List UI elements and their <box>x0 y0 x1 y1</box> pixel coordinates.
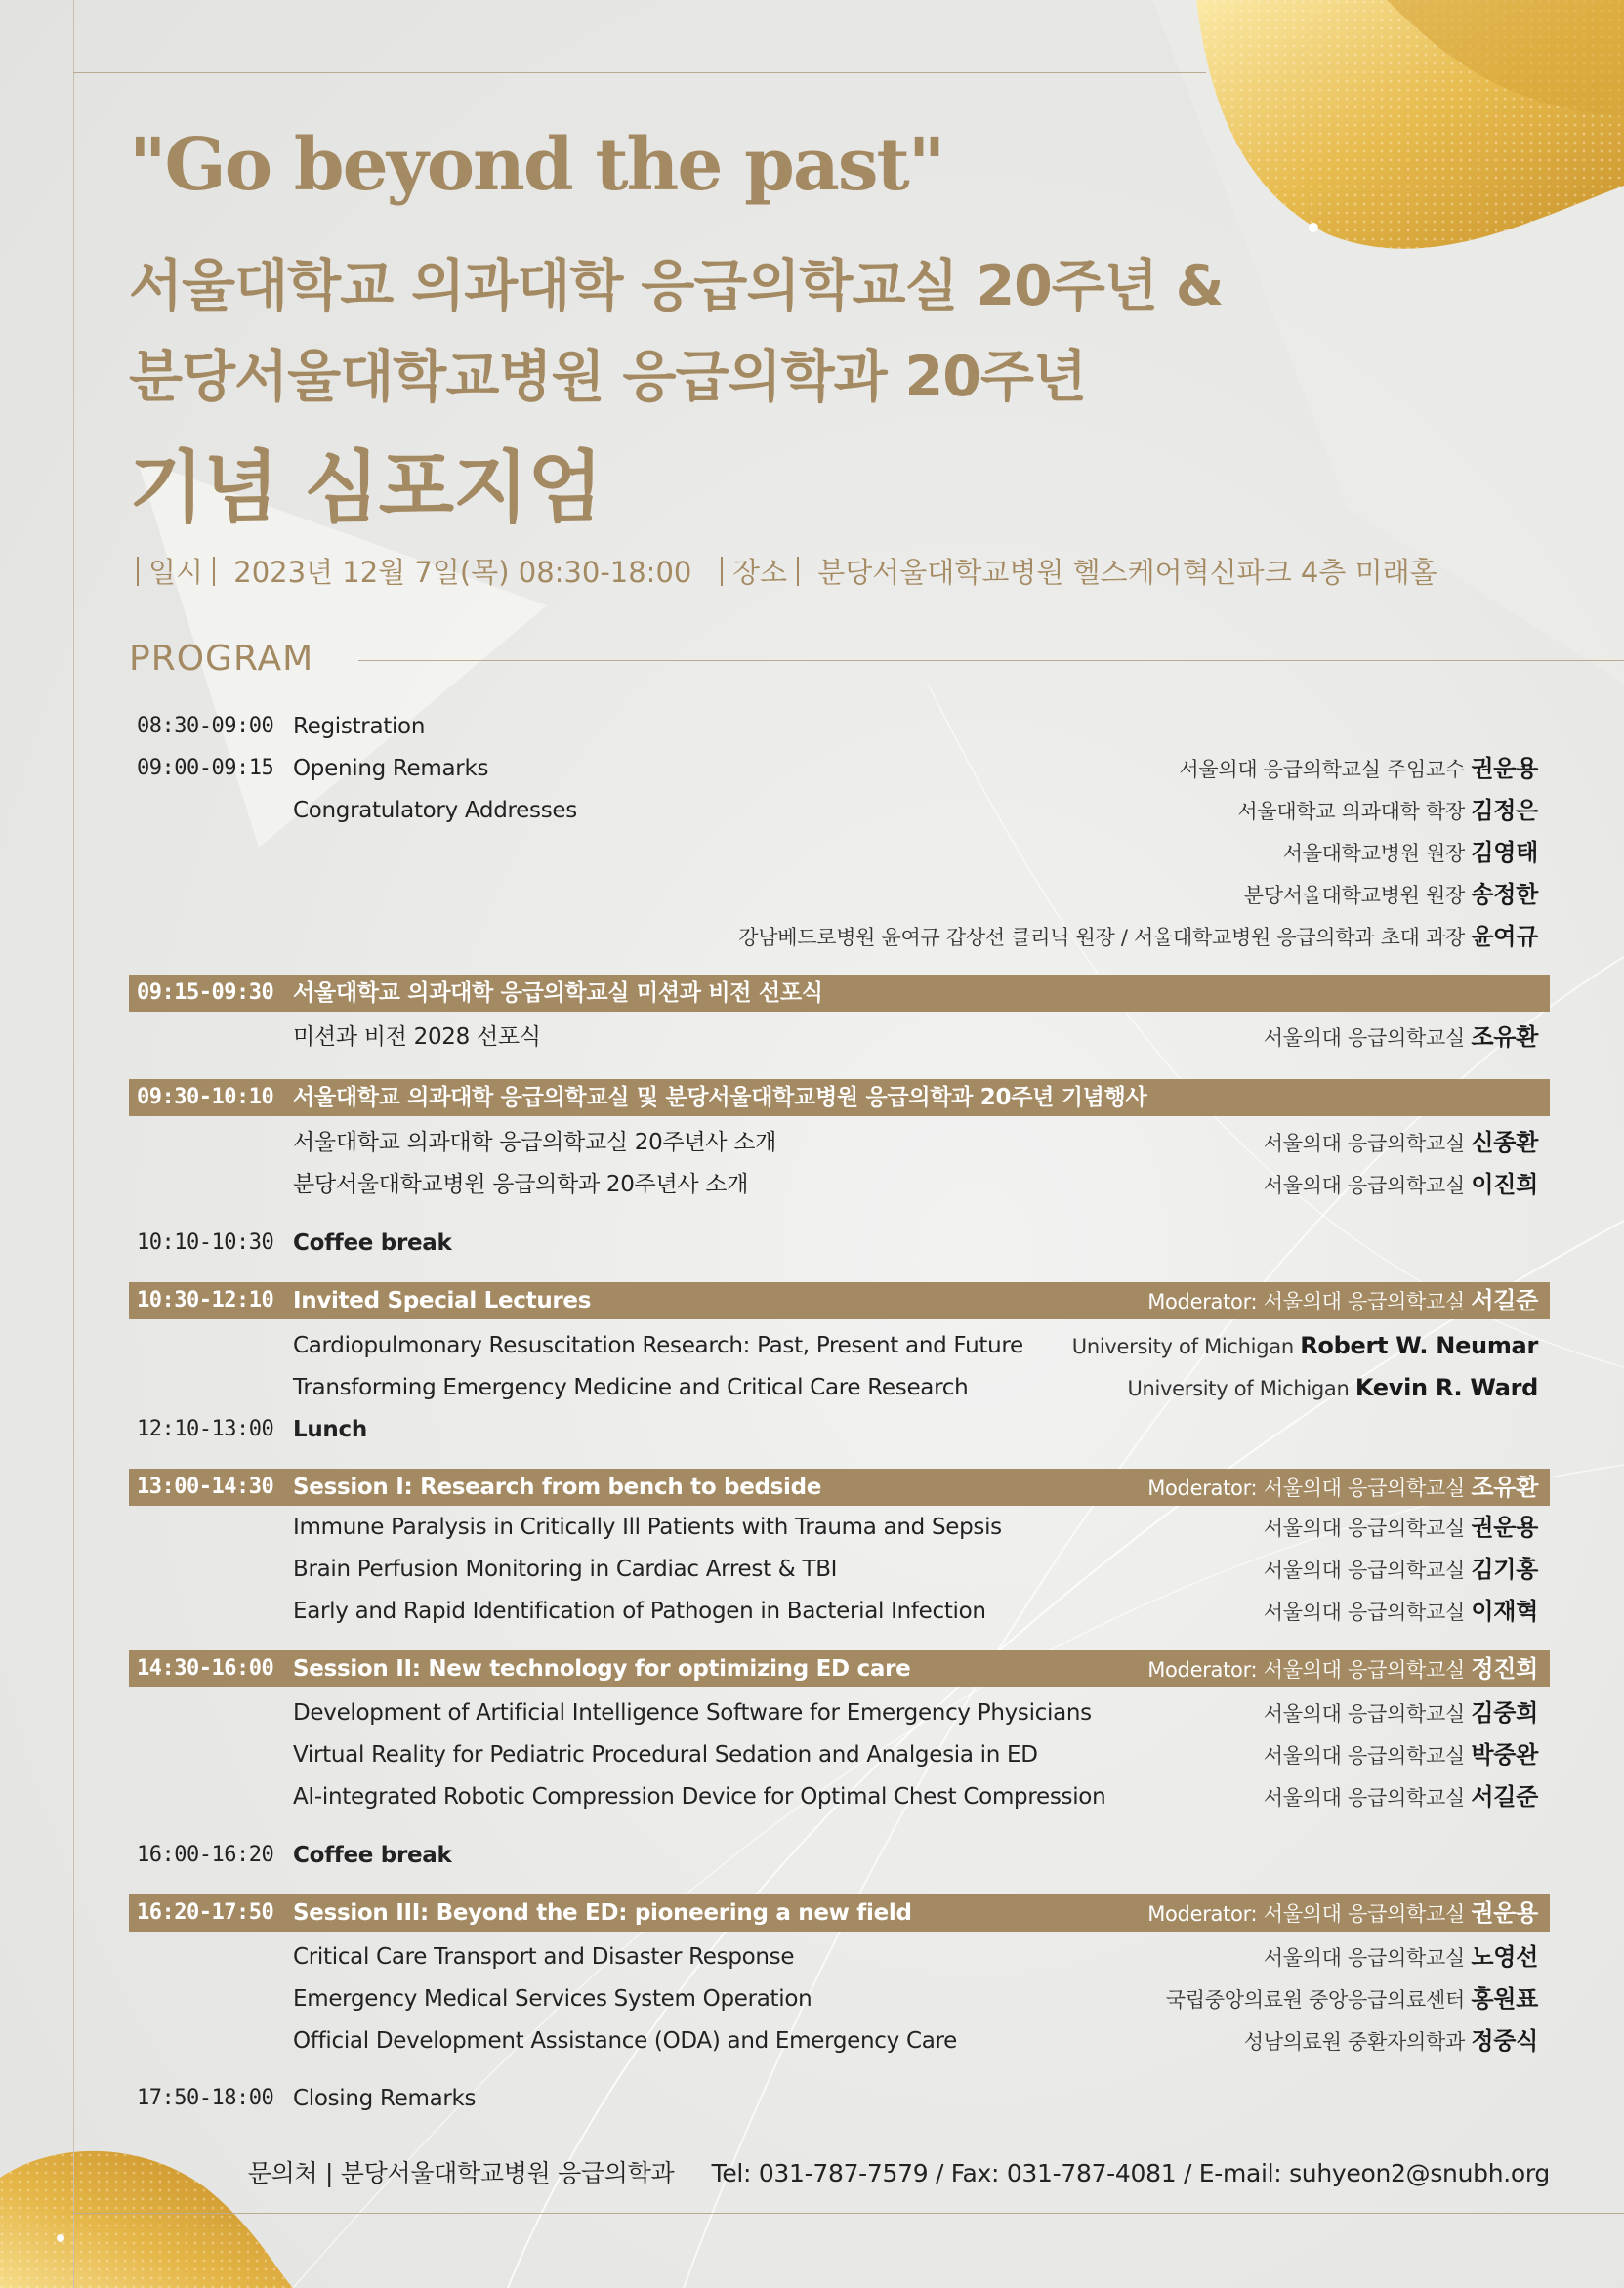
program-speaker <box>1072 1328 1538 1364</box>
program-title: Transforming Emergency Medicine and Critical Care Research <box>293 1375 969 1400</box>
speaker-affiliation: 분당서울대학교병원 원장 <box>1243 884 1465 907</box>
title-line-3: 기념 심포지엄 <box>129 442 603 533</box>
place-label: 장소 <box>732 556 788 589</box>
program-session-bar <box>129 975 1550 1012</box>
place-value: 분당서울대학교병원 헬스케어혁신파크 4층 미래홀 <box>817 556 1437 589</box>
speaker-affiliation: 서울의대 응급의학교실 주임교수 <box>1179 758 1465 781</box>
speaker-name: 권운용 <box>1471 1899 1538 1927</box>
program-time: 08:30-09:00 <box>137 714 274 738</box>
program-row <box>129 1370 1550 1405</box>
program-speaker <box>1244 2023 1538 2059</box>
program-row <box>129 751 1550 786</box>
program-title: 서울대학교 의과대학 응급의학교실 20주년사 소개 <box>293 1130 777 1155</box>
program-row <box>129 709 1550 744</box>
speaker-affiliation: 서울의대 응급의학교실 <box>1263 1517 1465 1540</box>
speaker-affiliation: 국립중앙의료원 중앙응급의료센터 <box>1165 1988 1465 2012</box>
program-row <box>129 1737 1550 1772</box>
frame-top-line <box>73 72 1206 73</box>
program-row <box>129 2023 1550 2059</box>
frame-left-line <box>73 0 74 2288</box>
program-time: 09:00-09:15 <box>137 756 274 780</box>
program-time: 16:20-17:50 <box>137 1900 274 1925</box>
program-session-bar <box>129 1650 1550 1687</box>
program-title: AI-integrated Robotic Compression Device for Optimal Chest Compression <box>293 1784 1106 1810</box>
program-speaker <box>1283 835 1538 871</box>
program-time: 09:15-09:30 <box>137 980 274 1005</box>
speaker-affiliation: Moderator: 서울의대 응급의학교실 <box>1147 1290 1465 1313</box>
program-row <box>129 1981 1550 2017</box>
program-row <box>129 1226 1550 1261</box>
speaker-affiliation: Moderator: 서울의대 응급의학교실 <box>1147 1477 1465 1500</box>
program-row <box>129 793 1550 828</box>
program-title: 분당서울대학교병원 응급의학과 20주년사 소개 <box>293 1172 749 1197</box>
program-speaker <box>1264 1779 1538 1815</box>
contact-info: Tel: 031-787-7579 / Fax: 031-787-4081 / E-mail: suhyeon2@snubh.org <box>711 2159 1550 2187</box>
program-speaker <box>1264 1737 1538 1773</box>
program-time: 12:10-13:00 <box>137 1417 274 1441</box>
program-row <box>129 1838 1550 1873</box>
speaker-name: 홍원표 <box>1471 1985 1538 2013</box>
program-row <box>129 877 1550 912</box>
program-time: 17:50-18:00 <box>137 2086 274 2110</box>
program-title: Congratulatory Addresses <box>293 798 577 823</box>
tagline-quote: "Go beyond the past" <box>129 123 944 207</box>
program-title: Closing Remarks <box>293 2086 477 2111</box>
speaker-name: 박중완 <box>1471 1741 1538 1768</box>
speaker-name: 조유환 <box>1471 1474 1538 1501</box>
footer-contact: 문의처 | 분당서울대학교병원 응급의학과 Tel: 031-787-7579 / Fax: 031-787-4081 / E-mail: suhyeon2@snubh.org <box>247 2159 1550 2187</box>
program-row <box>129 919 1550 954</box>
program-session-bar <box>129 1282 1550 1319</box>
program-speaker <box>1127 1370 1538 1406</box>
speaker-affiliation: 서울의대 응급의학교실 <box>1263 1946 1465 1970</box>
frame-bottom-line <box>73 2213 1624 2214</box>
program-speaker <box>1166 1981 1538 2018</box>
speaker-affiliation: 서울의대 응급의학교실 <box>1263 1559 1465 1582</box>
program-speaker <box>1264 1125 1538 1161</box>
program-time: 10:10-10:30 <box>137 1230 274 1255</box>
speaker-name: Kevin R. Ward <box>1354 1374 1538 1401</box>
speaker-name: 정진희 <box>1471 1655 1538 1683</box>
program-row <box>129 2081 1550 2116</box>
program-title: 미션과 비전 2028 선포식 <box>293 1024 541 1050</box>
program-title: Coffee break <box>293 1843 452 1868</box>
program-row <box>129 1552 1550 1587</box>
speaker-affiliation: University of Michigan <box>1071 1335 1294 1358</box>
speaker-name: 노영선 <box>1471 1943 1538 1971</box>
program-row <box>129 1167 1550 1202</box>
program-speaker <box>1264 1939 1538 1976</box>
program-title: Development of Artificial Intelligence Software for Emergency Physicians <box>293 1700 1092 1726</box>
speaker-name: 김정은 <box>1471 797 1538 824</box>
speaker-name: 조유환 <box>1471 1023 1538 1051</box>
program-speaker <box>1264 1019 1538 1056</box>
program-row <box>129 1939 1550 1975</box>
speaker-name: 신종환 <box>1471 1129 1538 1156</box>
program-speaker <box>1264 1167 1538 1203</box>
speaker-affiliation: 서울의대 응급의학교실 <box>1263 1744 1465 1768</box>
program-heading: PROGRAM <box>129 639 314 679</box>
program-session-bar <box>129 1079 1550 1116</box>
program-title: Official Development Assistance (ODA) and Emergency Care <box>293 2028 958 2054</box>
speaker-name: 이진희 <box>1471 1171 1538 1198</box>
speaker-affiliation: 서울대학교병원 원장 <box>1282 842 1465 865</box>
speaker-affiliation: 서울의대 응급의학교실 <box>1263 1702 1465 1726</box>
program-title: Early and Rapid Identification of Pathogen in Bacterial Infection <box>293 1599 986 1624</box>
speaker-name: 정중식 <box>1471 2027 1538 2055</box>
program-title: Lunch <box>293 1417 367 1442</box>
speaker-name: 윤여규 <box>1471 923 1538 950</box>
program-title: Critical Care Transport and Disaster Response <box>293 1944 795 1970</box>
program-title: Session II: New technology for optimizing ED care <box>293 1656 911 1682</box>
speaker-name: 서길준 <box>1471 1287 1538 1314</box>
event-date <box>127 551 691 591</box>
program-time: 16:00-16:20 <box>137 1843 274 1867</box>
speaker-name: 이재혁 <box>1471 1598 1538 1625</box>
title-line-1: 서울대학교 의과대학 응급의학교실 20주년 & <box>129 254 1224 318</box>
speaker-name: 권운용 <box>1471 755 1538 782</box>
program-speaker <box>738 919 1538 955</box>
speaker-affiliation: 서울대학교 의과대학 학장 <box>1237 800 1465 823</box>
program-title: 서울대학교 의과대학 응급의학교실 미션과 비전 선포식 <box>293 980 823 1006</box>
program-title: Brain Perfusion Monitoring in Cardiac Arrest & TBI <box>293 1557 838 1582</box>
program-row <box>129 1125 1550 1160</box>
program-speaker <box>1147 1469 1538 1507</box>
program-row <box>129 1594 1550 1629</box>
program-title: Virtual Reality for Pediatric Procedural Sedation and Analgesia in ED <box>293 1742 1038 1768</box>
speaker-affiliation: 서울의대 응급의학교실 <box>1263 1786 1465 1810</box>
speaker-name: 김영태 <box>1471 839 1538 866</box>
speaker-name: 김기홍 <box>1471 1556 1538 1583</box>
program-title: Session I: Research from bench to bedside <box>293 1475 822 1500</box>
speaker-affiliation: 서울의대 응급의학교실 <box>1263 1174 1465 1197</box>
program-time: 14:30-16:00 <box>137 1656 274 1681</box>
program-title: Coffee break <box>293 1230 452 1256</box>
speaker-name: 김중희 <box>1471 1699 1538 1726</box>
speaker-affiliation: University of Michigan <box>1127 1377 1350 1400</box>
contact-label: 문의처 <box>247 2159 318 2187</box>
program-speaker <box>1244 877 1538 913</box>
program-speaker <box>1237 793 1538 829</box>
program-row <box>129 1510 1550 1545</box>
program-title: Registration <box>293 714 426 739</box>
program-title: Immune Paralysis in Critically Ill Patients with Trauma and Sepsis <box>293 1515 1002 1540</box>
speaker-affiliation: Moderator: 서울의대 응급의학교실 <box>1147 1902 1465 1926</box>
contact-department: 분당서울대학교병원 응급의학과 <box>340 2159 675 2187</box>
speaker-affiliation: 서울의대 응급의학교실 <box>1263 1026 1465 1050</box>
speaker-affiliation: 서울의대 응급의학교실 <box>1263 1132 1465 1155</box>
program-title: Opening Remarks <box>293 756 489 781</box>
program-title: 서울대학교 의과대학 응급의학교실 및 분당서울대학교병원 응급의학과 20주년 기념행사 <box>293 1085 1147 1110</box>
date-value: 2023년 12월 7일(목) 08:30-18:00 <box>233 556 692 589</box>
program-title: Invited Special Lectures <box>293 1288 592 1313</box>
speaker-affiliation: 서울의대 응급의학교실 <box>1263 1601 1465 1624</box>
speaker-affiliation: 성남의료원 중환자의학과 <box>1243 2030 1465 2054</box>
title-line-2: 분당서울대학교병원 응급의학과 20주년 <box>129 345 1087 409</box>
program-row <box>129 1412 1550 1447</box>
program-speaker <box>1147 1650 1538 1688</box>
program-time: 09:30-10:10 <box>137 1085 274 1109</box>
speaker-name: 서길준 <box>1471 1783 1538 1810</box>
program-speaker <box>1264 1594 1538 1630</box>
program-speaker <box>1147 1894 1538 1933</box>
program-speaker <box>1264 1695 1538 1731</box>
program-speaker <box>1147 1282 1538 1320</box>
program-row <box>129 1019 1550 1055</box>
event-place <box>711 551 1437 591</box>
date-label: 일시 <box>148 556 204 589</box>
speaker-affiliation: 강남베드로병원 윤여규 갑상선 클리닉 원장 / 서울대학교병원 응급의학과 초대 과장 <box>738 926 1465 949</box>
program-row <box>129 1779 1550 1814</box>
program-row <box>129 835 1550 870</box>
program-time: 13:00-14:30 <box>137 1475 274 1499</box>
program-speaker <box>1264 1510 1538 1546</box>
program-title: Cardiopulmonary Resuscitation Research: Past, Present and Future <box>293 1333 1023 1358</box>
program-time: 10:30-12:10 <box>137 1288 274 1312</box>
speaker-name: 송정한 <box>1471 881 1538 908</box>
speaker-affiliation: Moderator: 서울의대 응급의학교실 <box>1147 1658 1465 1682</box>
program-speaker <box>1264 1552 1538 1588</box>
program-row <box>129 1695 1550 1730</box>
program-session-bar <box>129 1469 1550 1506</box>
program-row <box>129 1328 1550 1363</box>
program-session-bar <box>129 1894 1550 1932</box>
program-speaker <box>1179 751 1538 787</box>
speaker-name: Robert W. Neumar <box>1300 1332 1538 1359</box>
program-title: Emergency Medical Services System Operation <box>293 1986 812 2012</box>
speaker-name: 권운용 <box>1471 1514 1538 1541</box>
program-rule <box>358 660 1624 661</box>
program-title: Session III: Beyond the ED: pioneering a new field <box>293 1900 912 1926</box>
